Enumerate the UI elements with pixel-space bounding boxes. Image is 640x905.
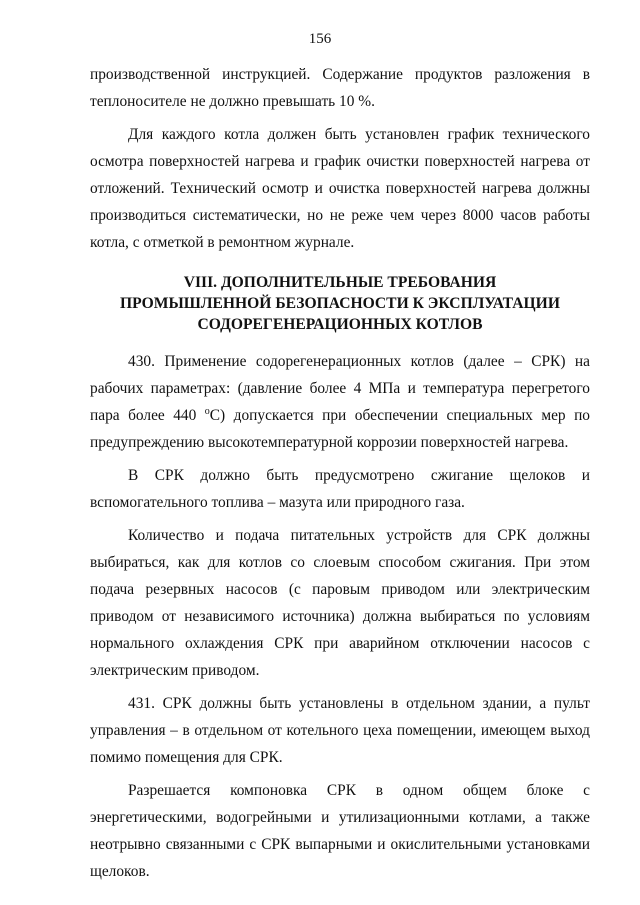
top-text-block — [90, 61, 590, 256]
paragraph-430-pumps: Количество и подача питательных устройств для СРК должны выбираться, как для котлов со слоевым способом сжигания. При этом подача резервных насосов (с паровым приводом или электрическим приводом от независимого источника) должна выбираться по условиям нормального охлаждения СРК при аварийном отключении насосов с электрическим приводом. — [90, 527, 590, 679]
section-heading-line-2: ПРОМЫШЛЕННОЙ БЕЗОПАСНОСТИ К ЭКСПЛУАТАЦИИ — [120, 295, 560, 312]
page-number: 156 — [308, 31, 332, 47]
paragraph-430-part-b: С) допускается при обеспечении специальных мер по предупреждению высокотемпературной коррозии поверхностей нагрева. — [90, 407, 590, 451]
body-text-block — [90, 348, 590, 885]
paragraph-continuation: производственной инструкцией. Содержание продуктов разложения в теплоносителе не должно превышать 10 %. — [90, 66, 590, 110]
paragraph-430 — [90, 348, 590, 456]
paragraph-inspection-schedule: Для каждого котла должен быть установлен график технического осмотра поверхностей нагрева и график очистки поверхностей нагрева от отложений. Технический осмотр и очистка поверхностей нагрева должны производиться систематически, но не реже чем через 8000 часов работы котла, с отметкой в ремонтном журнале. — [90, 126, 590, 251]
section-heading — [90, 272, 590, 335]
degree-mark: о — [204, 405, 210, 417]
paragraph-430-fuel: В СРК должно быть предусмотрено сжигание щелоков и вспомогательного топлива – мазута или природного газа. — [90, 467, 590, 511]
section-heading-line-3: СОДОРЕГЕНЕРАЦИОННЫХ КОТЛОВ — [197, 316, 483, 333]
section-heading-line-1: VIII. ДОПОЛНИТЕЛЬНЫЕ ТРЕБОВАНИЯ — [183, 274, 497, 291]
paragraph-431-layout: Разрешается компоновка СРК в одном общем блоке с энергетическими, водогрейными и утилизационными котлами, а также неотрывно связанными с СРК выпарными и окислительными установками щелоков. — [90, 782, 590, 880]
paragraph-431: 431. СРК должны быть установлены в отдельном здании, а пульт управления – в отдельном от котельного цеха помещении, имеющем выход помимо помещения для СРК. — [90, 695, 590, 766]
paragraph-430-part-a: 430. Применение содорегенерационных котлов (далее – СРК) на рабочих параметрах: (давление более 4 МПа и температура перегретого пара более 440 — [90, 353, 590, 424]
